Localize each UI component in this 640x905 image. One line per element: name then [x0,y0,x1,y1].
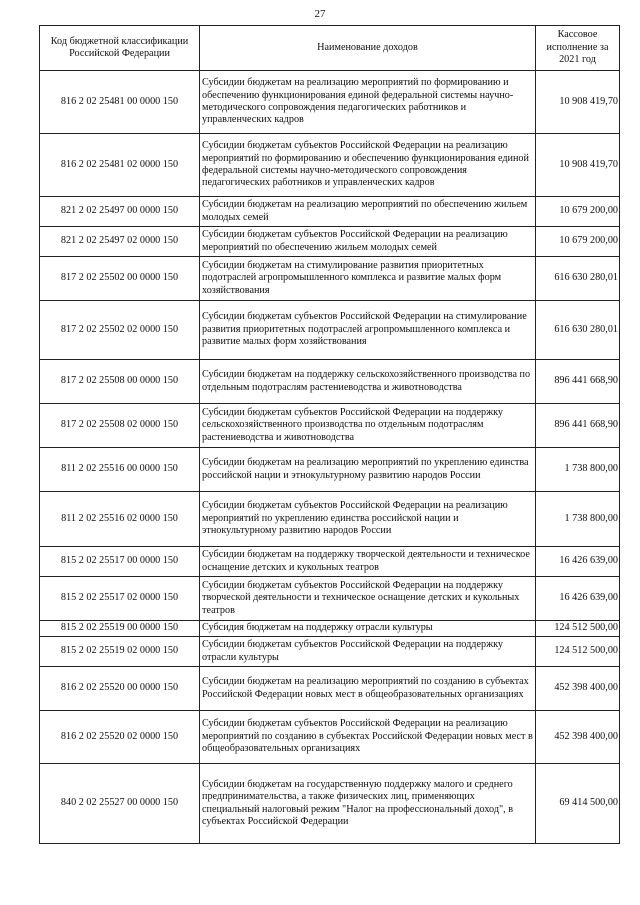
row-name: Субсидии бюджетам субъектов Российской Федерации на поддержку сельскохозяйственного производства по отдельным подотраслям растениеводства и животноводства [200,404,536,448]
table-body [40,71,620,844]
row-name: Субсидии бюджетам субъектов Российской Федерации на поддержку отрасли культуры [200,637,536,667]
row-amount: 1 738 800,00 [536,492,620,547]
row-name: Субсидии бюджетам субъектов Российской Федерации на поддержку творческой деятельности и техническое оснащение детских и кукольных театров [200,577,536,621]
table-row [40,71,620,134]
row-name: Субсидии бюджетам субъектов Российской Федерации на реализацию мероприятий по созданию в субъектах Российской Федерации новых мест в общеобразовательных организациях [200,711,536,764]
table-row [40,257,620,301]
row-amount: 16 426 639,00 [536,577,620,621]
row-code: 816 2 02 25520 00 0000 150 [40,667,200,711]
row-amount: 10 908 419,70 [536,134,620,197]
row-code: 817 2 02 25502 02 0000 150 [40,301,200,360]
header-code: Код бюджетной классификации Российской Федерации [40,26,200,71]
row-name: Субсидия бюджетам на поддержку отрасли культуры [200,621,536,637]
row-amount: 16 426 639,00 [536,547,620,577]
row-amount: 10 679 200,00 [536,197,620,227]
row-amount: 10 908 419,70 [536,71,620,134]
revenue-table [39,25,620,844]
row-name: Субсидии бюджетам субъектов Российской Федерации на реализацию мероприятий по укреплению единства российской нации и этнокультурному развитию народов России [200,492,536,547]
page-number: 27 [314,8,326,20]
table-row [40,492,620,547]
table-row [40,448,620,492]
table-row [40,227,620,257]
table-row [40,301,620,360]
row-code: 821 2 02 25497 02 0000 150 [40,227,200,257]
row-name: Субсидии бюджетам на реализацию мероприятий по формированию и обеспечению функционирования единой федеральной системы научно-методического сопровождения педагогических работников и управленческих кадров [200,71,536,134]
table-row [40,134,620,197]
row-name: Субсидии бюджетам субъектов Российской Федерации на реализацию мероприятий по формированию и обеспечению функционирования единой федеральной системы научно-методического сопровождения педагогических работников и управленческих кадров [200,134,536,197]
row-name: Субсидии бюджетам на реализацию мероприятий по обеспечению жильем молодых семей [200,197,536,227]
table-row [40,197,620,227]
table-row [40,667,620,711]
table-row [40,577,620,621]
row-code: 817 2 02 25502 00 0000 150 [40,257,200,301]
row-code: 816 2 02 25481 02 0000 150 [40,134,200,197]
table-row [40,360,620,404]
row-code: 816 2 02 25520 02 0000 150 [40,711,200,764]
row-name: Субсидии бюджетам субъектов Российской Федерации на стимулирование развития приоритетных подотраслей агропромышленного комплекса и развитие малых форм хозяйствования [200,301,536,360]
table-header [40,26,620,71]
row-name: Субсидии бюджетам на стимулирование развития приоритетных подотраслей агропромышленного комплекса и развитие малых форм хозяйствования [200,257,536,301]
row-amount: 124 512 500,00 [536,621,620,637]
row-code: 817 2 02 25508 00 0000 150 [40,360,200,404]
table-row [40,547,620,577]
row-code: 815 2 02 25519 02 0000 150 [40,637,200,667]
row-name: Субсидии бюджетам на поддержку творческой деятельности и техническое оснащение детских и кукольных театров [200,547,536,577]
row-amount: 452 398 400,00 [536,711,620,764]
row-code: 816 2 02 25481 00 0000 150 [40,71,200,134]
row-amount: 452 398 400,00 [536,667,620,711]
row-code: 815 2 02 25517 00 0000 150 [40,547,200,577]
table-row [40,764,620,844]
row-amount: 10 679 200,00 [536,227,620,257]
header-name: Наименование доходов [200,26,536,71]
row-code: 811 2 02 25516 02 0000 150 [40,492,200,547]
row-amount: 616 630 280,01 [536,301,620,360]
row-amount: 896 441 668,90 [536,404,620,448]
row-name: Субсидии бюджетам на реализацию мероприятий по созданию в субъектах Российской Федерации новых мест в общеобразовательных организациях [200,667,536,711]
row-code: 815 2 02 25517 02 0000 150 [40,577,200,621]
table-row [40,621,620,637]
row-name: Субсидии бюджетам субъектов Российской Федерации на реализацию мероприятий по обеспечению жильем молодых семей [200,227,536,257]
row-code: 840 2 02 25527 00 0000 150 [40,764,200,844]
table-row [40,637,620,667]
row-name: Субсидии бюджетам на поддержку сельскохозяйственного производства по отдельным подотраслям растениеводства и животноводства [200,360,536,404]
table-row [40,711,620,764]
row-code: 821 2 02 25497 00 0000 150 [40,197,200,227]
row-amount: 896 441 668,90 [536,360,620,404]
row-name: Субсидии бюджетам на реализацию мероприятий по укреплению единства российской нации и этнокультурному развитию народов России [200,448,536,492]
row-amount: 69 414 500,00 [536,764,620,844]
header-amount: Кассовое исполнение за 2021 год [536,26,620,71]
row-amount: 1 738 800,00 [536,448,620,492]
row-code: 815 2 02 25519 00 0000 150 [40,621,200,637]
row-amount: 124 512 500,00 [536,637,620,667]
table-row [40,404,620,448]
row-code: 817 2 02 25508 02 0000 150 [40,404,200,448]
row-code: 811 2 02 25516 00 0000 150 [40,448,200,492]
row-amount: 616 630 280,01 [536,257,620,301]
row-name: Субсидии бюджетам на государственную поддержку малого и среднего предпринимательства, а также физических лиц, применяющих специальный налоговый режим "Налог на профессиональный доход", в субъектах Российской Федерации [200,764,536,844]
